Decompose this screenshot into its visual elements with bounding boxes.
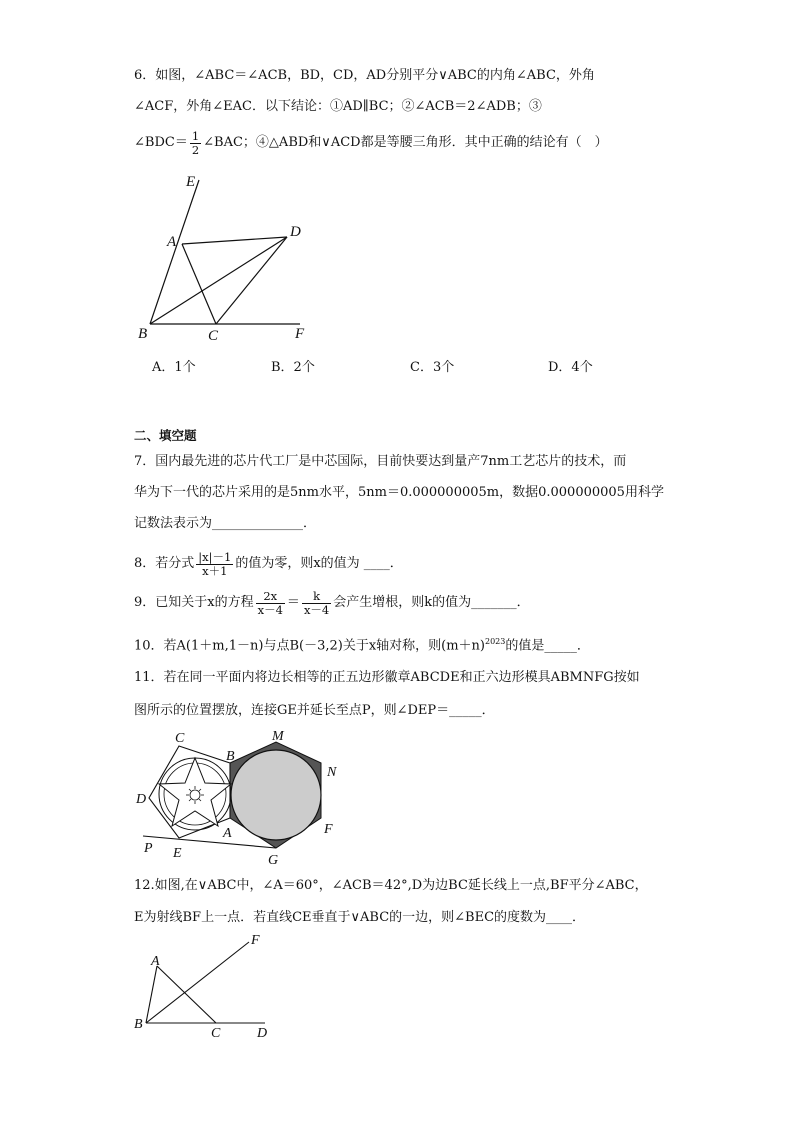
q11-line-2: 图所示的位置摆放，连接GE并延长至点P，则∠DEP＝_____．	[134, 703, 495, 718]
q12-label-c: C	[211, 1026, 221, 1041]
q6-fraction-numerator: 1	[191, 128, 200, 143]
q11-label-e: E	[173, 846, 182, 861]
q6-triangle-figure	[130, 168, 330, 350]
q11-label-n: N	[327, 765, 337, 780]
q6-fraction	[190, 130, 201, 157]
q12-label-b: B	[134, 1017, 143, 1032]
q8-fraction-denominator: x＋1	[202, 563, 228, 578]
q6-label-b: B	[138, 326, 148, 342]
section-heading-fill-blank: 二、填空题	[134, 428, 197, 443]
q6-line-3	[134, 126, 608, 160]
q11-label-g: G	[268, 853, 279, 868]
q9-line	[134, 585, 530, 621]
q12-ray-bf	[146, 942, 249, 1023]
q6-fraction-denominator: 2	[191, 142, 200, 157]
q9-prefix: 9．已知关于x的方程	[134, 595, 254, 610]
q9-suffix: 会产生增根，则k的值为_______．	[333, 595, 530, 610]
q12-label-a: A	[151, 954, 160, 969]
q10-suffix: 的值是_____．	[505, 638, 590, 654]
q8-line	[134, 546, 403, 582]
q6-option-c: C．3个	[410, 360, 455, 375]
q11-hexagon-circle	[231, 750, 321, 840]
q9-left-denominator: x－4	[257, 602, 283, 617]
q9-fraction-left	[256, 590, 285, 617]
q6-label-f: F	[295, 326, 305, 342]
q10-line	[134, 632, 590, 656]
q11-label-c: C	[175, 731, 185, 746]
q8-suffix: 的值为零，则x的值为 ____．	[235, 556, 403, 571]
q8-fraction-numerator: |x|－1	[198, 549, 232, 564]
q12-line-1: 12.如图,在∨ABC中，∠A＝60°，∠ACB＝42°,D为边BC延长线上一点,BF平分∠ABC，	[134, 878, 648, 893]
q11-label-b: B	[226, 749, 235, 764]
q9-fraction-right	[302, 590, 331, 617]
q11-label-p: P	[144, 841, 153, 856]
q6-label-d: D	[290, 224, 301, 240]
q6-label-e: E	[186, 174, 196, 190]
q6-option-b: B．2个	[271, 360, 315, 375]
q9-equals: ＝	[286, 595, 300, 610]
q6-line-3-suffix: ∠BAC；④△ABD和∨ACD都是等腰三角形．其中正确的结论有（ ）	[203, 135, 608, 150]
q11-label-m: M	[272, 729, 284, 744]
q6-label-a: A	[167, 234, 177, 250]
q7-line-1: 7．国内最先进的芯片代工厂是中芯国际，目前快要达到量产7nm工艺芯片的技术，而	[134, 454, 627, 469]
q10-exponent: 2023	[485, 637, 506, 646]
q6-line-1: 6．如图，∠ABC＝∠ACB，BD，CD，AD分别平分∨ABC的内角∠ABC，外角	[134, 68, 595, 83]
q10-text: 10．若A(1＋m,1－n)与点B(－3,2)关于x轴对称，则(m＋n)	[134, 638, 485, 654]
q12-label-d: D	[257, 1026, 268, 1041]
q12-label-f: F	[251, 933, 260, 948]
q11-label-a: A	[223, 826, 232, 841]
q9-right-numerator: k	[302, 590, 331, 604]
q7-line-3: 记数法表示为______________．	[134, 516, 317, 531]
q6-label-c: C	[208, 328, 219, 344]
q6-segment-ad	[182, 237, 287, 244]
q6-ray-be	[150, 180, 199, 324]
q11-label-f: F	[324, 822, 333, 837]
q8-prefix: 8．若分式	[134, 556, 195, 571]
q11-label-d: D	[136, 792, 147, 807]
q12-triangle-figure	[130, 930, 280, 1042]
q11-line-1: 11．若在同一平面内将边长相等的正五边形徽章ABCDE和正六边形模具ABMNFG按如	[134, 670, 640, 685]
q6-segment-cd	[216, 237, 287, 324]
q6-option-a: A．1个	[152, 360, 196, 375]
q6-segment-ac	[182, 244, 216, 324]
q9-right-denominator: x－4	[303, 602, 330, 617]
q8-fraction	[196, 551, 233, 578]
q11-line-pg	[143, 836, 276, 848]
q6-line-3-prefix: ∠BDC＝	[134, 135, 188, 150]
q6-option-d: D．4个	[548, 360, 593, 375]
q11-pentagon-hexagon-figure	[135, 728, 350, 868]
q6-segment-bd	[150, 237, 287, 324]
q9-left-numerator: 2x	[256, 590, 285, 604]
q6-line-2: ∠ACF，外角∠EAC．以下结论：①AD∥BC；②∠ACB＝2∠ADB；③	[134, 99, 542, 114]
q7-line-2: 华为下一代的芯片采用的是5nm水平，5nm＝0.000000005m，数据0.000000005用科学	[134, 485, 664, 500]
q12-segment-ab	[146, 966, 157, 1023]
q12-line-2: E为射线BF上一点．若直线CE垂直于∨ABC的一边，则∠BEC的度数为____．	[134, 910, 586, 925]
